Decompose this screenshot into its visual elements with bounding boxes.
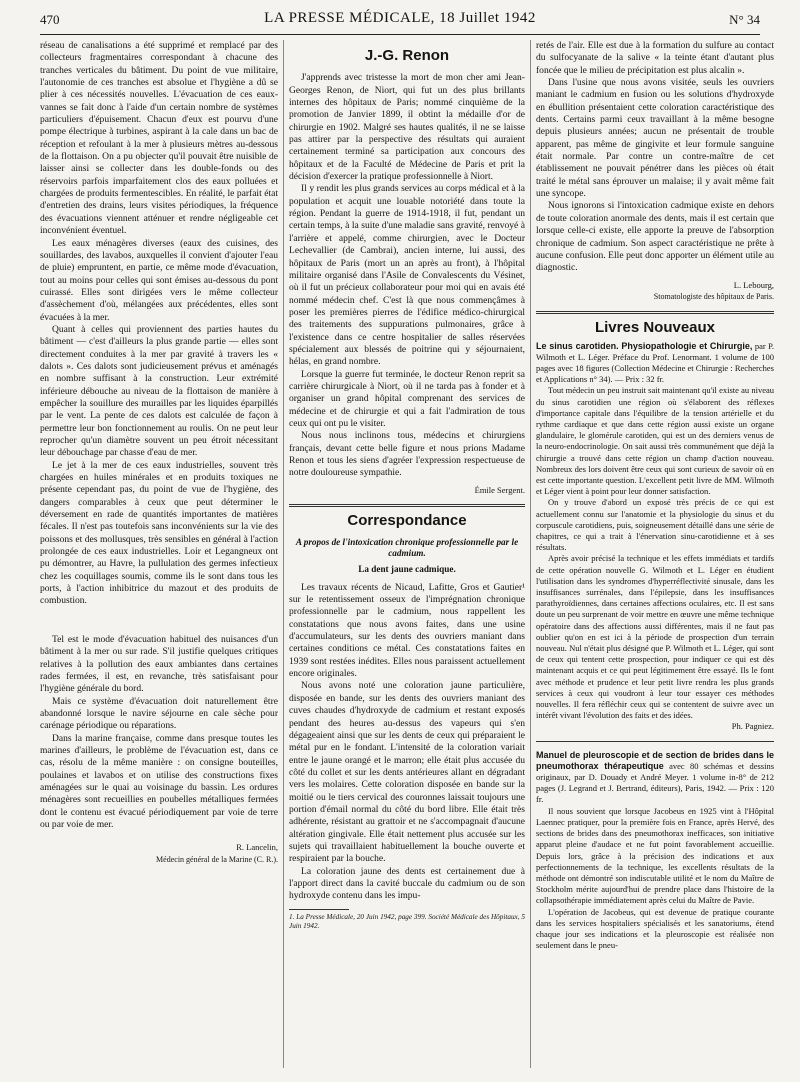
- masthead: [40, 10, 760, 32]
- books-section-title: Livres Nouveaux: [594, 319, 716, 337]
- column-1: [40, 40, 278, 1070]
- issue-number: N° 34: [729, 12, 760, 27]
- book-review-1: [536, 341, 774, 733]
- paragraph: Tel est le mode d'évacuation habituel des nuisances d'un bâtiment à la mer ou sur rade. S'il justifie quelques critiques relatives à la pollution des eaux ambiantes dans certaines rades fermées, il est, en revanche, très satisfaisant pour l'hygiène générale du bord.: [40, 633, 278, 695]
- paragraph: retés de l'air. Elle est due à la formation du sulfure au contact du sulfocyanate de la salive « la teinte étant d'autant plus foncée que le milieu de précipitation est plus alcalin ».: [536, 40, 774, 76]
- paragraph: réseau de canalisations a été supprimé et remplacé par des collecteurs fragmentaires correspondant à chacune des tranches verticales du bâtiment. Du point de vue militaire, l'autonomie de ces tranches est absolue et l'hygiène a dû se plier à ces nécessités nouvelles. L'évacuation de ces eaux-vannes se fait donc à l'aide d'un certain nombre de systèmes particuliers d'épuisement. Chacun d'eux est pourvu d'une pompe électrique à turbines, aspirant à la cale dans un bac de réception et refoulant à la mer à plusieurs mètres au-dessous de la flottaison. On a pu objecter qu'il pouvait être nuisible de laisser ainsi se collecter dans les double-fonds ou des réservoirs parfois imparfaitement clos des eaux polluées et chargées de produits fermentescibles. En réalité, le parfait état d'entretien des drains, leurs visites périodiques, la fréquence des évacuations viennent atténuer et rendre négligeable cet inconvénient éventuel.: [40, 40, 278, 237]
- journal-name: LA PRESSE MÉDICALE,: [264, 10, 435, 26]
- correspondence-subhead: La dent jaune cadmique.: [358, 564, 456, 575]
- paragraph: Dans la marine française, comme dans presque toutes les marines d'ailleurs, le problème de l'évacuation est, dans ce cas, résolu de la même manière : on consigne bouteilles, poulaines et lavabos et on utilise des constructions fixes aménagées sur le quai au voisinage du bassin. Les ordures ménagères sont recueillies en poubelles métalliques fermées dont le contenu est évacué périodiquement par voie de terre ou par voie de mer.: [40, 732, 278, 830]
- correspondence-signature-role: Stomatologiste des hôpitaux de Paris.: [653, 291, 774, 301]
- book-meta: avec 80 schémas et dessins originaux, par D. Douady et André Meyer. 1 volume in-8° de 212 pages (J. Legrand et J. Bertrand, éditeurs), Paris, 1942. — Prix : 120 fr.: [536, 760, 774, 805]
- paragraph: Nous ignorons si l'intoxication cadmique existe en dehors de toute coloration anormale des dents, mais il est certain que lorsque celle-ci existe, elle apporte la preuve de l'absorption chronique de cadmium. Son aspect caractéristique ne prête à aucune confusion. Elle peut donc apporter un élément utile au diagnostic.: [536, 200, 774, 274]
- paragraph: Les travaux récents de Nicaud, Lafitte, Gros et Gautier¹ sur le retentissement osseux de l'imprégnation chronique professionnelle par le cadmium, nous rappellent les constatations que nous avons faites, dans une usine d'accumulateurs, sur les dents des ouvriers maniant dans certaines conditions ce métal. Ces constatations faites en 1939 sont restées inédites. Elles nous paraissent actuellement encore originales.: [289, 581, 525, 680]
- book-meta: par P. Wilmoth et L. Léger. Préface du Prof. Lenormant. 1 volume de 100 pages avec 18 figures (Collection Médecine et Chirurgie : Recherches et Applications n° 34). — Prix : 32 fr.: [536, 340, 774, 385]
- section-rule: [536, 311, 774, 314]
- paragraph: Mais ce système d'évacuation doit naturellement être abandonné lorsque le navire séjourne en cale sèche pour carénage périodique ou réparations.: [40, 695, 278, 732]
- paragraph: Lorsque la guerre fut terminée, le docteur Renon reprit sa carrière chirurgicale à Niort, où il ne tarda pas à fonder et à organiser un grand hôpital comprenant des services de médecine et de chirurgie et qui a fait l'admiration de tous ceux qui ont pu le visiter.: [289, 368, 525, 429]
- paragraph: On y trouve d'abord un exposé très précis de ce qui est actuellement connu sur l'anatomie et la physiologie du sinus et du corpuscule carotidiens, puis, soigneusement détaillé dans une série de chapitres, ce qui a trait à l'énervation sinu-carotidienne et à ses résultats.: [536, 497, 774, 553]
- correspondence-signature: L. Lebourg,: [733, 279, 774, 290]
- journal-title-line: [40, 10, 760, 27]
- column-divider: [530, 40, 531, 1068]
- paragraph: L'opération de Jacobeus, qui est devenue de pratique courante dans les services hospitaliers spécialisés et les sanatoriums, étend chaque jour ses indications et la pleuroscopie est réalisée non seulement dans le pneu-: [536, 906, 774, 951]
- page-number: 470: [40, 12, 60, 27]
- paragraph: Les eaux ménagères diverses (eaux des cuisines, des souillardes, des lavabos, auxquelles il convient d'ajouter l'eau de pluie) empruntent, en partie, ce même mode d'évacuation, tout au moins pour celles qui sont émises au-dessous du pont cuirassé. Elles sont dirigées vers le même collecteur d'assèchement d'où, mélangées aux précédentes, elles sont évacuées à la mer.: [40, 237, 278, 323]
- obituary-title: J.-G. Renon: [364, 47, 450, 64]
- correspondence-subtitle: A propos de l'intoxication chronique professionnelle par le cadmium.: [295, 537, 519, 559]
- footnote-rule: [289, 909, 349, 910]
- column-3: [536, 40, 774, 1070]
- paragraph: La coloration jaune des dents est certainement due à l'apport direct dans la cavité buccale du cadmium ou de son hydroxyde contenu dans les impu-: [289, 865, 525, 902]
- review-signature: Ph. Pagniez.: [731, 721, 774, 732]
- paragraph: Dans l'usine que nous avons visitée, seuls les ouvriers maniant le cadmium en fusion ou les solutions d'hydroxyde en ébullition présentaient cette coloration caractéristique des dents. Certains parmi ceux travaillant à la même besogne depuis plusieurs années; aucun ne présentait de trouble apparent, pas même de gingivite et leur formule sanguine était normale. Par contre un contre-maître de cet établissement ne pouvait pénétrer dans les pièces où était traité le métal sans éprouver un malaise; il y avait même fait une syncope.: [536, 77, 774, 200]
- author-signature: R. Lancelin,: [236, 842, 278, 853]
- column-divider: [283, 40, 284, 1068]
- issue-date: 18 Juillet 1942: [439, 10, 536, 26]
- author-role: Médecin général de la Marine (C. R.).: [156, 854, 278, 864]
- correspondence-title: Correspondance: [347, 512, 467, 530]
- paragraph: Nous nous inclinons tous, médecins et chirurgiens français, devant cette belle figure et nous prions Madame Renon et tous les siens d'agréer l'expression respectueuse de notre douloureuse sympathie.: [289, 430, 525, 479]
- paragraph: Tout médecin un peu instruit sait maintenant qu'il existe au niveau du sinus carotidien une région où s'élaborent des réflexes d'importance capitale dans l'équilibre de la tension artérielle et du rythme cardiaque et que dans cette région aussi existe un organe glandulaire, le glomérule carotiden, qui est un des derniers venus de la neuro-endocrinologie. On sait aussi très communément que déjà la chirurgie a trouvé dans cette région un champ d'action nouveau. Nombreux des lors doivent être ceux qui sont curieux de savoir où en est cette importante question. L'excellent petit livre de MM. Wilmoth et Léger vient à point pour leur donner satisfaction.: [536, 385, 774, 497]
- footnote: 1. La Presse Médicale, 20 Juin 1942, page 399. Société Médicale des Hôpitaux, 5 Juin 1942.: [289, 912, 525, 930]
- paragraph: Quant à celles qui proviennent des parties hautes du bâtiment — c'est d'ailleurs la plus grande partie — elles sont directement conduites à la mer par gravité à travers les « dalots ». Ces dalots sont judicieusement prévus et aménagés en nombre suffisant à la construction. Leur extrémité inférieure débouche au niveau de la flottaison de manière à empêcher la souillure des murailles par les liquides éparpillés par le vent. La pente de ces dalots est calculée de façon à permettre leur bon fonctionnement au roulis. On ne peut leur reprocher qu'un diamètre souvent un peu étroit nécessitant leur débouchage par chasse d'eau de mer.: [40, 323, 278, 459]
- book-review-2: [536, 750, 774, 952]
- header-rule: [40, 34, 760, 35]
- review-rule: [536, 741, 774, 742]
- section-rule: [289, 504, 525, 507]
- paragraph: J'apprends avec tristesse la mort de mon cher ami Jean-Georges Renon, de Niort, qui fut un des plus brillants internes des hôpitaux de Paris; nommé cinquième de la promotion de Janvier 1899, il obtint la médaille d'or de chirurgie en 1902. Malgré ses hautes qualités, il ne se laisse pas attirer par la perspective des résultats qui auraient certainement terminé sa participation aux concours des hôpitaux et de la Faculté de Médecine de Paris et prit la décision d'exercer la pratique professionnelle à Niort.: [289, 72, 525, 183]
- paragraph: Il nous souvient que lorsque Jacobeus en 1925 vint à l'Hôpital Laennec pratiquer, pour la première fois en France, après Hervé, des sections de brides dans des pneumothorax inefficaces, son initiative apparut pleine d'audace et ne fut point favorablement accueillie. Depuis lors, grâce à la précision des indications et aux perfectionnements de la technique, les excellents résultats de la méthode ont démontré son indiscutable utilité et le nom du Maître de Stockholm mérite aujourd'hui de prendre place dans l'histoire de la collapsothérapie immédiatement après celui du Maître de Pavie.: [536, 805, 774, 906]
- column-2: [289, 40, 525, 1070]
- paragraph: Après avoir précisé la technique et les effets immédiats et tardifs de cette opération nouvelle G. Wilmoth et L. Léger en étudient l'utilisation dans les syndromes d'hyperréflectivité sinusale, dans les insuffisances surrénales, dans l'épilepsie, dans les insuffisances parathyroïdiennes, dans certaines affections oculaires, etc. Il est sans doute un peu surprenant de voir mettre en œuvre une même technique opératoire dans des affections aussi différentes, mais il ne faut pas oublier qu'on en est ici à la période de prospection d'un terrain nouveau. Nul n'était plus désigné que P. Wilmoth et L. Léger, qui sont de ceux qui tentent cette prospection, pour indiquer ce qui est dès maintenant acquis et ce qui peut légitimement être essayé. Ils le font avec méthode et prudence et leur petit livre rendra les plus grands services à ceux qui voudront à leur tour essayer ces méthodes nouvelles. Il fera réfléchir ceux qui se contentent de suivre avec un intérêt vivant l'évolution des faits et des idées.: [536, 553, 774, 721]
- book-title: Le sinus carotiden. Physiopathologie et Chirurgie,: [536, 340, 753, 351]
- paragraph: Le jet à la mer de ces eaux industrielles, souvent très chargées en huiles minérales et en produits toxiques ne présente cependant pas, du point de vue de l'hygiène, des dangers comparables à ceux que peut déterminer le déversement en rade de quantités importantes de matières fécales. Il n'est pas toutefois sans inconvénients sur la vie des poissons et des mollusques, très sensibles en général à l'action prolongée de ces eaux industrielles. Loir et Legangneux ont pu démontrer, au Havre, la pullulation des germes infectieux chez les coquillages soumis, comme ils le sont dans tous les ports, à l'action inhibitrice du mazout et des produits de combustion.: [40, 459, 278, 607]
- book-title: Manuel de pleuroscopie et de section de brides dans le pneumothorax thérapeutique: [536, 749, 774, 771]
- obituary-signature: Émile Sergent.: [474, 484, 525, 495]
- paragraph: Il y rendit les plus grands services au corps médical et à la population et acquit une louable notoriété dans toute la région. Pendant la guerre de 1914-1918, il fut, pendant un certain temps, à la suite d'une maladie sans gravité, renvoyé à l'arrière et appelé, comme chirurgien, avec le Docteur Lechevallier (de Cambrai), ancien interne, lui aussi, des hôpitaux de Paris (mort un an après au front), à l'hôpital militaire organisé dans l'Asile de Convalescents du Vésinet, où il fut un précieux collaborateur pour moi qui en avais été nommé médecin chef. C'est là que nous commençâmes à poser les premières pierres de l'édifice médico-chirurgical des traitements des suppurations pulmonaires, grâce à l'existence dans ce centre hospitalier de salles réservées spécialement aux blessés de poitrine qui y séjournaient, hélas, en grand nombre.: [289, 183, 525, 368]
- paragraph: Nous avons noté une coloration jaune particulière, disposée en bande, sur les dents des ouvriers maniant des cuves chaudes d'hydroxyde de cadmium et restant exposés pendant des heures au-dessus des vapeurs qui s'en dégageaient ainsi que sur les dents de ceux qui préparaient le métal pur en le fondant. L'intensité de la coloration variait entre le jaune orangé et le marron; elle était plus accusée du côté du collet et sur les dents antérieures allant en dégradant vers les molaires. Cette coloration disposée en bande sur la moitié ou le tiers cervical des couronnes laissait toujours une portion d'émail normal du côté du bord libre. Elle était très adhérente, résistant au grattoir et ne s'accompagnait d'aucune altération gingivale. Elle était nettement plus accusée sur les sujets qui travaillaient habituellement la bouche ouverte et respiraient par la bouche.: [289, 680, 525, 865]
